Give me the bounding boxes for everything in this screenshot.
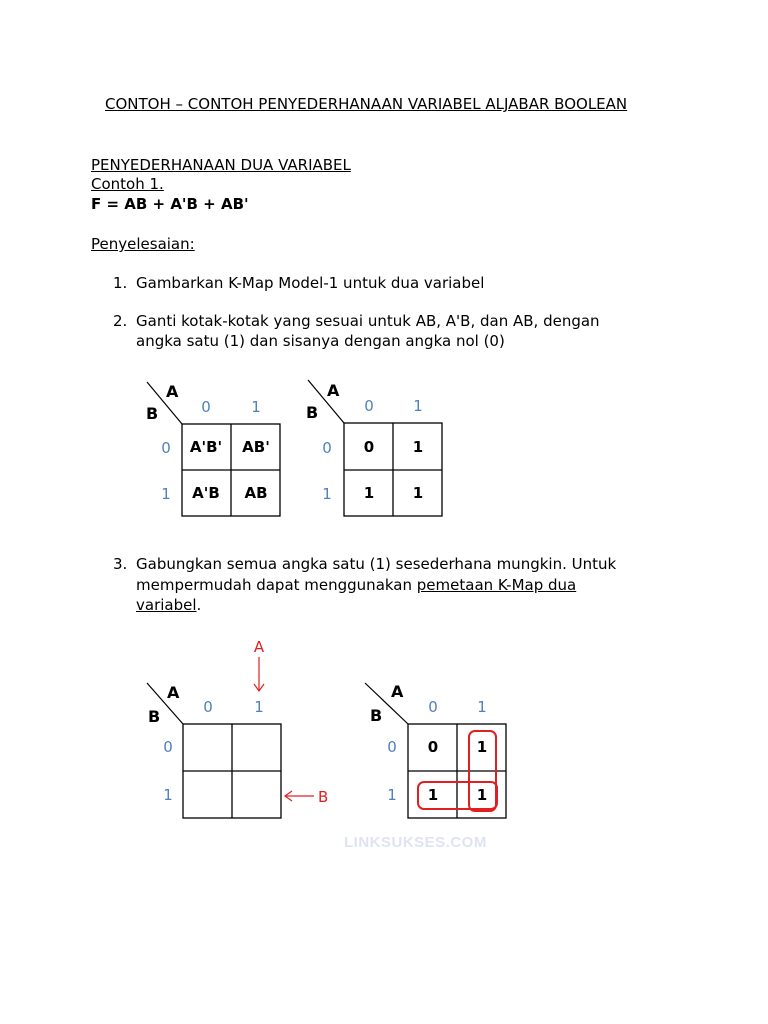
kmap-4-col-1: 1 [477,698,487,716]
kmap-2-col-1: 1 [413,397,423,415]
example-heading: Contoh 1. [91,175,164,193]
step-3-period: . [196,596,202,614]
kmap-3-var-b: B [148,707,161,726]
kmap-1-col-0: 0 [201,398,211,416]
formula: F = AB + A'B + AB' [91,195,249,213]
kmap-1 [146,382,280,516]
kmap-1-var-a: A [166,382,179,401]
kmap-4-cell-11: 1 [476,786,488,804]
kmap-4-cell-01: 1 [476,738,488,756]
kmap-3-row-0: 0 [163,738,173,756]
kmap-4-col-0: 0 [428,698,438,716]
kmap-4-row-0: 0 [387,738,397,756]
kmap-2 [306,380,442,516]
kmap-2-cell-00: 0 [363,438,375,456]
kmap-1-cell-10: A'B [192,484,220,502]
step-number-3: 3. [113,555,128,573]
step-2-line-2: angka satu (1) dan sisanya dengan angka nol (0) [136,332,505,350]
kmap-link[interactable]: pemetaan K-Map dua [416,576,577,594]
kmap-3-var-a: A [167,683,180,702]
kmap-2-var-b: B [306,403,319,422]
solution-label: Penyelesaian: [91,235,195,253]
kmap-4-cell-10: 1 [427,786,439,804]
step-number-1: 1. [113,274,128,292]
kmap-1-row-1: 1 [161,485,171,503]
kmap-4 [365,682,506,818]
kmap-link-cont[interactable]: variabel [136,596,197,614]
kmap-3-col-1: 1 [254,698,264,716]
kmap-3 [147,638,328,818]
kmap-1-cell-11: AB [244,484,268,502]
step-1-text: Gambarkan K-Map Model-1 untuk dua variabel [136,274,485,292]
kmap-1-cell-00: A'B' [189,438,223,456]
kmap-3-row-1: 1 [163,786,173,804]
watermark: LINKSUKSES.COM [344,834,487,851]
kmap-2-row-0: 0 [322,439,332,457]
step-2-line-1: Ganti kotak-kotak yang sesuai untuk AB, A'B, dan AB, dengan [136,312,600,330]
arrow-b-label: B [318,788,329,806]
kmap-2-var-a: A [327,381,340,400]
kmap-1-col-1: 1 [251,398,261,416]
kmap-3-col-0: 0 [203,698,213,716]
step-3-line-1: Gabungkan semua angka satu (1) sesederhana mungkin. Untuk [136,555,617,573]
kmap-2-row-1: 1 [322,485,332,503]
kmap-1-var-b: B [146,404,159,423]
step-number-2: 2. [113,312,128,330]
kmap-4-var-b: B [370,706,383,725]
page-title: CONTOH – CONTOH PENYEDERHANAAN VARIABEL ALJABAR BOOLEAN [105,95,628,113]
kmap-1-cell-01: AB' [242,438,270,456]
kmap-2-cell-11: 1 [412,484,424,502]
kmap-2-cell-10: 1 [363,484,375,502]
kmap-2-col-0: 0 [364,397,374,415]
kmap-4-cell-00: 0 [427,738,439,756]
section-heading: PENYEDERHANAAN DUA VARIABEL [91,156,351,174]
arrow-a-label: A [253,638,265,656]
kmap-2-cell-01: 1 [412,438,424,456]
step-3-line-2-text: mempermudah dapat menggunakan [136,576,417,594]
kmap-4-row-1: 1 [387,786,397,804]
kmap-4-var-a: A [391,682,404,701]
kmap-1-row-0: 0 [161,439,171,457]
